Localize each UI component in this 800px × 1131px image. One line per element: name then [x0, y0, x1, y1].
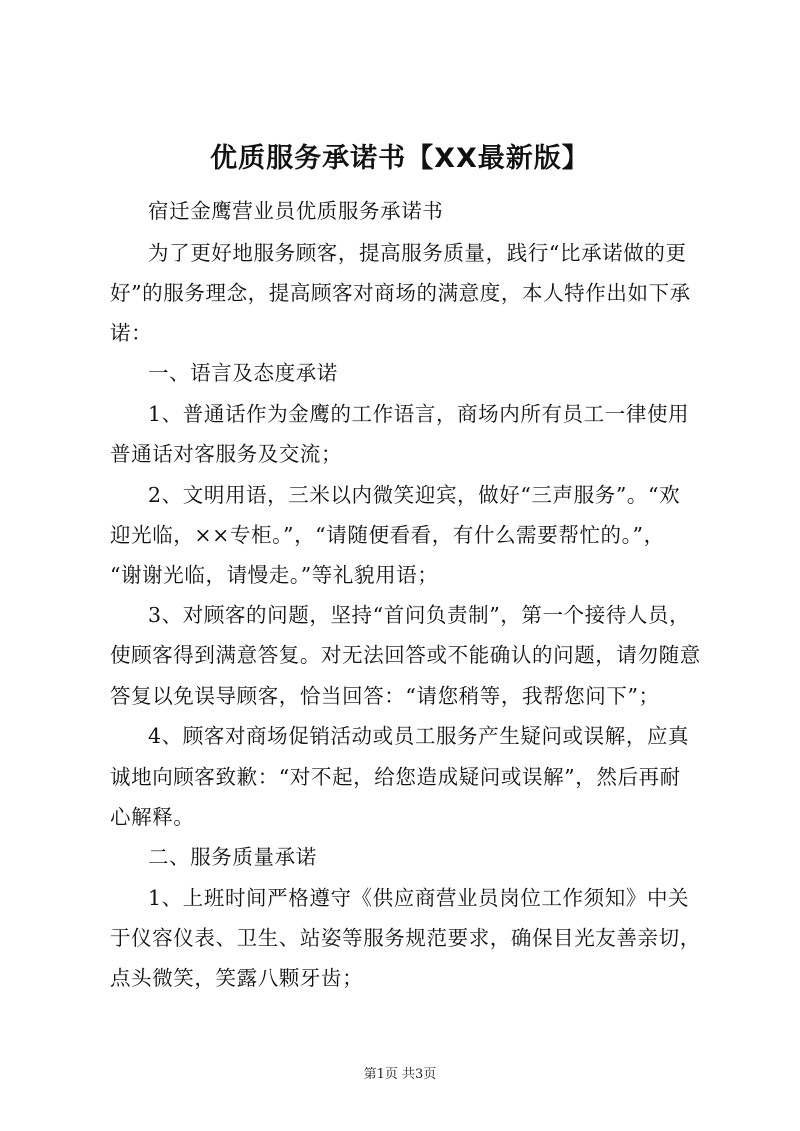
- paragraph-line: 1、普通话作为金鹰的工作语言，商场内所有员工一律使用: [148, 402, 690, 426]
- paragraph-line: 好”的服务理念，提高顾客对商场的满意度，本人特作出如下承: [110, 281, 691, 305]
- paragraph-line: “谢谢光临，请慢走。”等礼貌用语；: [110, 563, 439, 587]
- paragraph-line: 诺：: [110, 321, 153, 345]
- paragraph-line: 点头微笑，笑露八颗牙齿；: [110, 966, 364, 990]
- paragraph-line: 于仪容仪表、卫生、站姿等服务规范要求，确保目光友善亲切，: [110, 926, 701, 950]
- paragraph-line: 2、文明用语，三米以内微笑迎宾，做好“三声服务”。“欢: [148, 483, 681, 507]
- section-heading: 二、服务质量承诺: [148, 845, 317, 869]
- paragraph-line: 答复以免误导顾客，恰当回答：“请您稍等，我帮您问下”；: [110, 684, 660, 708]
- subtitle-line: 宿迁金鹰营业员优质服务承诺书: [148, 199, 444, 223]
- paragraph-line: 4、顾客对商场促销活动或员工服务产生疑问或误解，应真: [148, 724, 690, 748]
- paragraph-line: 普通话对客服务及交流；: [110, 442, 343, 466]
- paragraph-line: 1、上班时间严格遵守《供应商营业员岗位工作须知》中关: [148, 886, 690, 910]
- paragraph-line: 心解释。: [110, 805, 195, 829]
- document-title: 优质服务承诺书【XX最新版】: [210, 143, 590, 174]
- paragraph-line: 为了更好地服务顾客，提高服务质量，践行“比承诺做的更: [148, 241, 687, 265]
- page-number: 第1页 共3页: [363, 1067, 437, 1082]
- paragraph-line: 诚地向顾客致歉：“对不起，给您造成疑问或误解”，然后再耐: [110, 765, 681, 789]
- paragraph-line: 迎光临，××专柜。”，“请随便看看，有什么需要帮忙的。”，: [110, 523, 665, 547]
- paragraph-line: 3、对顾客的问题，坚持“首问负责制”，第一个接待人员，: [148, 603, 691, 627]
- paragraph-line: 使顾客得到满意答复。对无法回答或不能确认的问题，请勿随意: [110, 643, 701, 667]
- section-heading: 一、语言及态度承诺: [148, 361, 338, 385]
